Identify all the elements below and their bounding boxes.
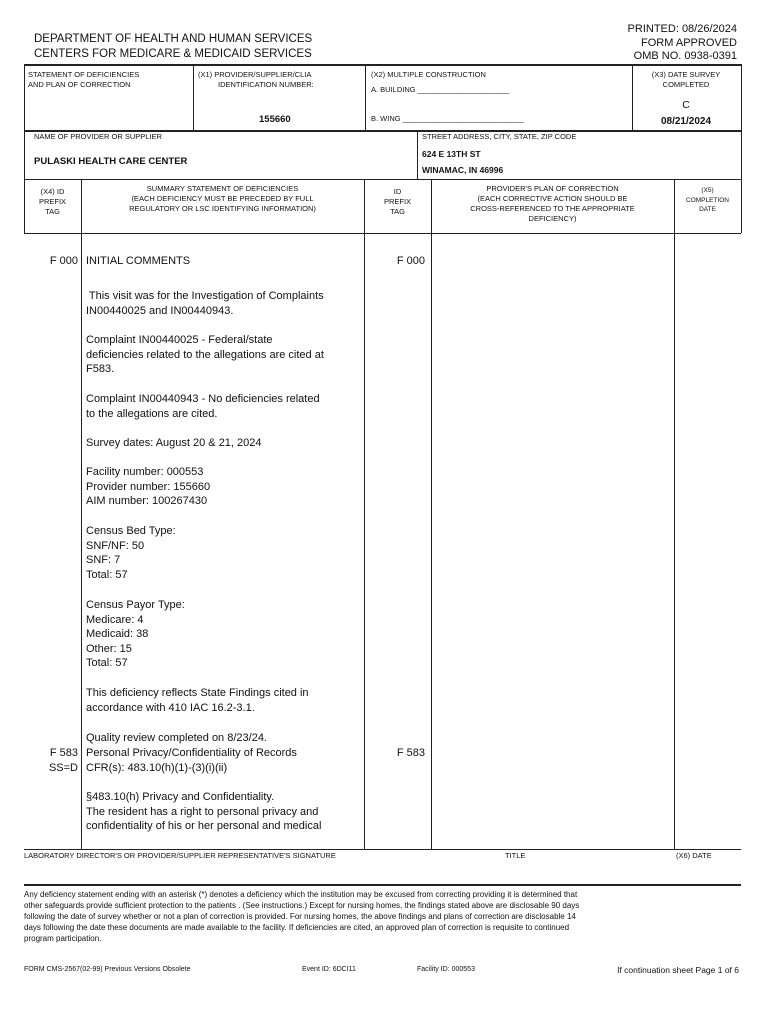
signature-rule <box>24 884 741 886</box>
provider-name: PULASKI HEALTH CARE CENTER <box>34 156 188 167</box>
paragraph-quality-review: Quality review completed on 8/23/24. <box>86 732 267 744</box>
dept-line-2: CENTERS FOR MEDICARE & MEDICAID SERVICES <box>34 48 312 60</box>
dept-line-1: DEPARTMENT OF HEALTH AND HUMAN SERVICES <box>34 33 313 45</box>
survey-code: C <box>682 99 690 111</box>
paragraph-census-payor: Census Payor Type: Medicare: 4 Medicaid: 38 Other: 15 Total: 57 <box>86 599 185 669</box>
disclaimer: Any deficiency statement ending with an asterisk (*) denotes a deficiency which the institution may be excused from correcting providing it is determined that other safeguards provide sufficient protection to the patients . (See instructions.) Except for nursing homes, the findings stated above are disclosable 90 days following the date of survey whether or not a plan of correction is provided. For nursing homes, the above findings and plans of correction are disclosable 14 days following the date these documents are made available to the facility. If deficiencies are cited, an approved plan of correction is requisite to continued program participation. <box>24 890 580 943</box>
plan-header: PROVIDER'S PLAN OF CORRECTION (EACH CORRECTIVE ACTION SHOULD BE CROSS-REFERENCED TO THE APPROPRIATE DEFICIENCY) <box>470 184 635 223</box>
statement-label: STATEMENT OF DEFICIENCIES AND PLAN OF CORRECTION <box>28 70 140 89</box>
facility-id: Facility ID: 000553 <box>417 966 475 973</box>
form-approval-block <box>628 23 737 64</box>
page-indicator: If continuation sheet Page 1 of 6 <box>617 965 739 975</box>
id-header: ID PREFIX TAG <box>383 187 412 216</box>
signature-label: LABORATORY DIRECTOR'S OR PROVIDER/SUPPLIER REPRESENTATIVE'S SIGNATURE <box>24 851 336 860</box>
paragraph-facility-numbers: Facility number: 000553 Provider number: 155660 AIM number: 100267430 <box>86 466 211 507</box>
tag-f000: F 000 <box>49 255 78 267</box>
address-label: STREET ADDRESS, CITY, STATE, ZIP CODE <box>422 132 577 141</box>
provider-id-number: 155660 <box>259 114 291 125</box>
building-field: A. BUILDING ______________________ <box>371 85 510 94</box>
x4-header: (X4) ID PREFIX TAG <box>38 187 67 216</box>
paragraph-complaint-2: Complaint IN00440943 - No deficiencies related to the allegations are cited. <box>86 393 320 420</box>
provider-name-label: NAME OF PROVIDER OR SUPPLIER <box>34 132 162 141</box>
f583-heading: Personal Privacy/Confidentiality of Records CFR(s): 483.10(h)(1)-(3)(i)(ii) <box>86 747 297 774</box>
paragraph-complaint-1: Complaint IN00440025 - Federal/state deficiencies related to the allegations are cited at F583. <box>86 334 324 375</box>
survey-date: 08/21/2024 <box>660 116 712 127</box>
summary-header: SUMMARY STATEMENT OF DEFICIENCIES (EACH DEFICIENCY MUST BE PRECEDED BY FULL REGULATORY OR LSC IDENTIFYING INFORMATION) <box>129 184 316 213</box>
id-tag-f583: F 583 <box>396 747 425 759</box>
paragraph-census-bed: Census Bed Type: SNF/NF: 50 SNF: 7 Total: 57 <box>86 525 176 581</box>
tag-f583: F 583 SS=D <box>48 747 78 774</box>
date-label: (X6) DATE <box>676 851 712 860</box>
department-name <box>34 32 312 62</box>
paragraph-privacy: §483.10(h) Privacy and Confidentiality. The resident has a right to personal privacy and confidentiality of his or her personal and medical <box>86 791 322 832</box>
f000-title: INITIAL COMMENTS <box>86 255 191 267</box>
printed-date: PRINTED: 08/26/2024 <box>627 23 737 35</box>
street-address: 624 E 13TH ST <box>422 149 481 159</box>
paragraph-state-findings: This deficiency reflects State Findings cited in accordance with 410 IAC 16.2-3.1. <box>86 687 309 714</box>
title-label: TITLE <box>505 851 526 860</box>
x2-label: (X2) MULTIPLE CONSTRUCTION <box>371 70 486 79</box>
id-tag-f000: F 000 <box>396 255 425 267</box>
paragraph-survey-dates: Survey dates: August 20 & 21, 2024 <box>86 437 262 449</box>
form-approved: FORM APPROVED <box>641 36 737 49</box>
omb-number: OMB NO. 0938-0391 <box>633 50 737 62</box>
event-id: Event ID: 6DCI11 <box>302 966 356 973</box>
paragraph-investigation: This visit was for the Investigation of Complaints IN00440025 and IN00440943. <box>86 290 324 317</box>
rule-top <box>24 64 741 66</box>
x5-header: (X5) COMPLETION DATE <box>686 187 729 213</box>
wing-field: B. WING _____________________________ <box>371 114 524 123</box>
city-state-zip: WINAMAC, IN 46996 <box>422 165 504 175</box>
x1-label: (X1) PROVIDER/SUPPLIER/CLIA IDENTIFICATION NUMBER: <box>198 70 314 89</box>
x3-label: (X3) DATE SURVEY COMPLETED <box>651 70 721 89</box>
form-id: FORM CMS-2567(02-99) Previous Versions Obsolete <box>24 966 191 973</box>
